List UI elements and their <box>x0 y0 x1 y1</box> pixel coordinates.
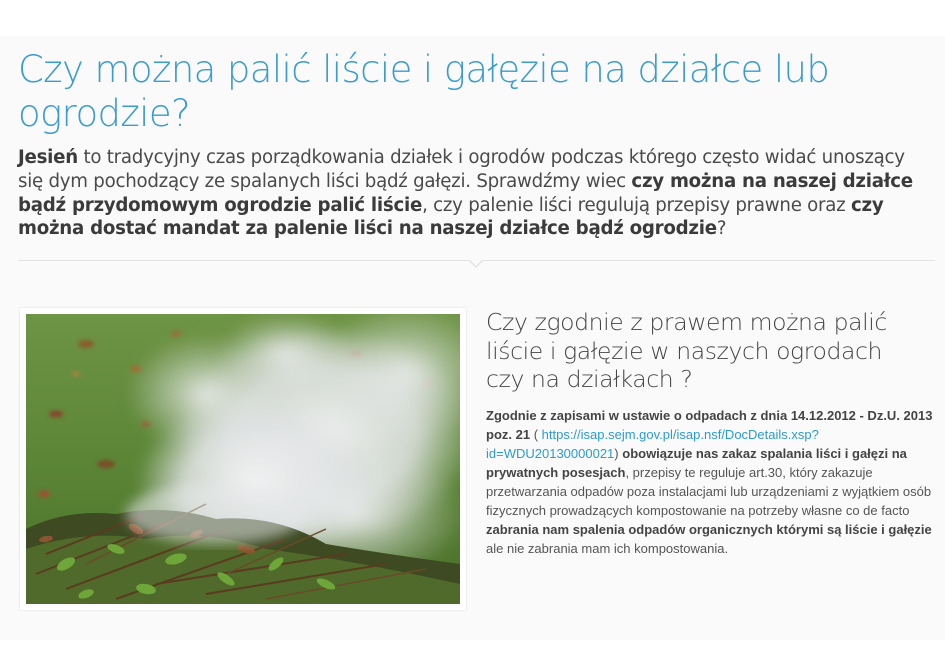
lead-bold-autumn: Jesień <box>18 147 78 168</box>
lead-bold-question-2: czy można dostać mandat za palenie liści na naszej działce bądź ogrodzie <box>18 194 884 240</box>
lead-bold-question-1: czy można na naszej działce bądź przydomowym ogrodzie palić liście <box>18 170 913 216</box>
page-title: Czy można palić liście i gałęzie na działce lub ogrodzie? <box>18 48 830 135</box>
body-text-1: ( <box>530 427 542 442</box>
lead-text-2: , czy palenie liści regulują przepisy prawne oraz <box>422 194 852 216</box>
body-text-2: ) <box>614 446 623 461</box>
body-bold-prohibition: zabrania nam spalenia odpadów organicznych którymi są liście i gałęzie <box>486 522 932 537</box>
article-container <box>0 36 945 640</box>
article-image-frame <box>20 308 466 610</box>
lead-text-1: to tradycyjny czas porządkowania działek i ogrodów podczas którego często widać unoszący się dym pochodzący ze spalanych liści bądź gałęzi. Sprawdźmy wiec <box>18 147 905 192</box>
lead-paragraph <box>18 146 918 241</box>
section-subtitle: Czy zgodnie z prawem można palić liście i gałęzie w naszych ogrodach czy na działkach ? <box>486 308 887 393</box>
body-text-3: , przepisy te reguluje art.30, który zakazuje przetwarzania odpadów poza instalacjami lub urządzeniami z wyjątkiem osób fizycznych prowadzących kompostowanie na potrzeby własne co de facto <box>486 465 932 518</box>
body-bold-ban: obowiązuje nas zakaz spalania liści i gałęzi na prywatnych posesjach <box>486 446 907 480</box>
body-text-4: ale nie zabrania mam ich kompostowania. <box>486 541 729 556</box>
smoke-burning-leaves-photo <box>26 314 460 604</box>
law-link[interactable]: https://isap.sejm.gov.pl/isap.nsf/DocDetails.xsp?id=WDU20130000021 <box>486 427 819 461</box>
divider-notch-inner <box>470 260 482 266</box>
section-body <box>486 406 934 558</box>
lead-text-3: ? <box>716 218 727 240</box>
body-bold-law: Zgodnie z zapisami w ustawie o odpadach z dnia 14.12.2012 - Dz.U. 2013 poz. 21 <box>486 408 933 442</box>
